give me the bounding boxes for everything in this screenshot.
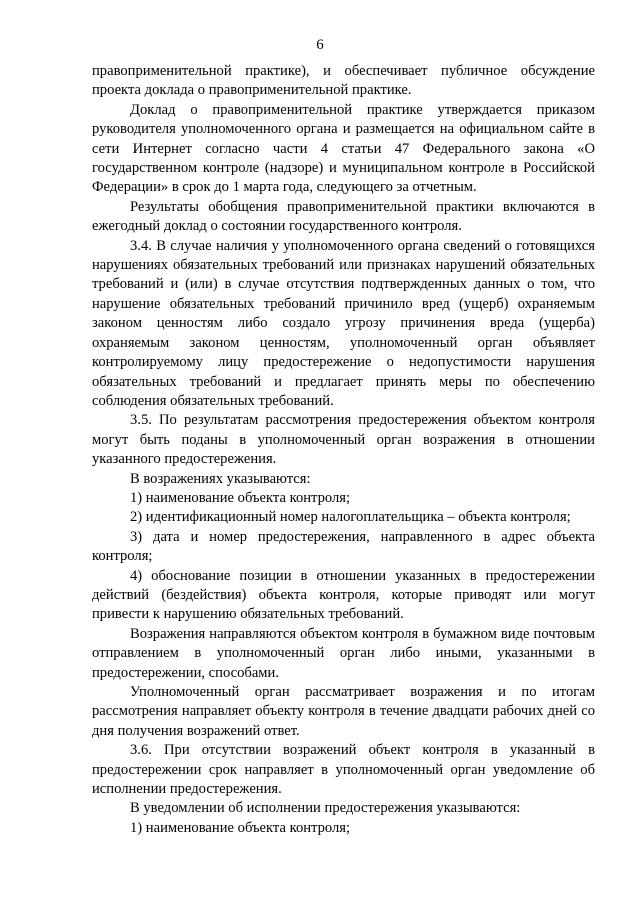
paragraph-section-3-6: 3.6. При отсутствии возражений объект контроля в указанный в предостережении срок направляет в уполномоченный орган уведомление об исполнении предостережения. [92,742,595,798]
list-item: 4) обоснование позиции в отношении указанных в предостережении действий (бездействия) объекта контроля, которые приводят или могут привести к нарушению обязательных требований. [92,567,595,623]
paragraph-section-3-5: 3.5. По результатам рассмотрения предостережения объектом контроля могут быть поданы в уполномоченный орган возражения в отношении указанного предостережения. [92,412,595,468]
paragraph-section-3-4: 3.4. В случае наличия у уполномоченного органа сведений о готовящихся нарушениях обязательных требований или признаках нарушений обязательных требований и (или) в случае отсутствия подтвержденных данных о том, что нарушение обязательных требований причинило вред (ущерб) охраняемым законом ценностям либо создало угрозу причинения вреда (ущерба) охраняемым законом ценностям, уполномоченный орган объявляет контролируемому лицу предостережение о недопустимости нарушения обязательных требований и предлагает принять меры по обеспечению соблюдения обязательных требований. [92,237,595,409]
list-item: 3) дата и номер предостережения, направленного в адрес объекта контроля; [92,528,595,565]
paragraph-generalization-results: Результаты обобщения правоприменительной практики включаются в ежегодный доклад о состоянии государственного контроля. [92,198,595,235]
list-item: 1) наименование объекта контроля; [130,489,351,506]
list-item: 2) идентификационный номер налогоплательщика – объекта контроля; [130,509,571,526]
paragraph-report-approval: Доклад о правоприменительной практике утверждается приказом руководителя уполномоченного органа и размещается на официальном сайте в сети Интернет согласно части 4 статьи 47 Федерального закона «О государственном контроле (надзоре) и муниципальном контроле в Российской Федерации» в срок до 1 марта года, следующего за отчетным. [92,101,595,196]
paragraph-objections-intro: В возражениях указываются: [130,470,311,487]
document-body [92,62,595,838]
paragraph-notification-intro: В уведомлении об исполнении предостережения указываются: [130,800,521,817]
list-item: 1) наименование объекта контроля; [130,819,351,836]
paragraph-continuation: правоприменительной практике), и обеспечивает публичное обсуждение проекта доклада о правоприменительной практике. [92,63,595,99]
paragraph-objections-review: Уполномоченный орган рассматривает возражения и по итогам рассмотрения направляет объекту контроля в течение двадцати рабочих дней со дня получения возражений ответ. [92,684,595,739]
paragraph-objections-delivery: Возражения направляются объектом контроля в бумажном виде почтовым отправлением в уполномоченный орган либо иными, указанными в предостережении, способами. [92,625,595,681]
page-number: 6 [316,37,324,53]
